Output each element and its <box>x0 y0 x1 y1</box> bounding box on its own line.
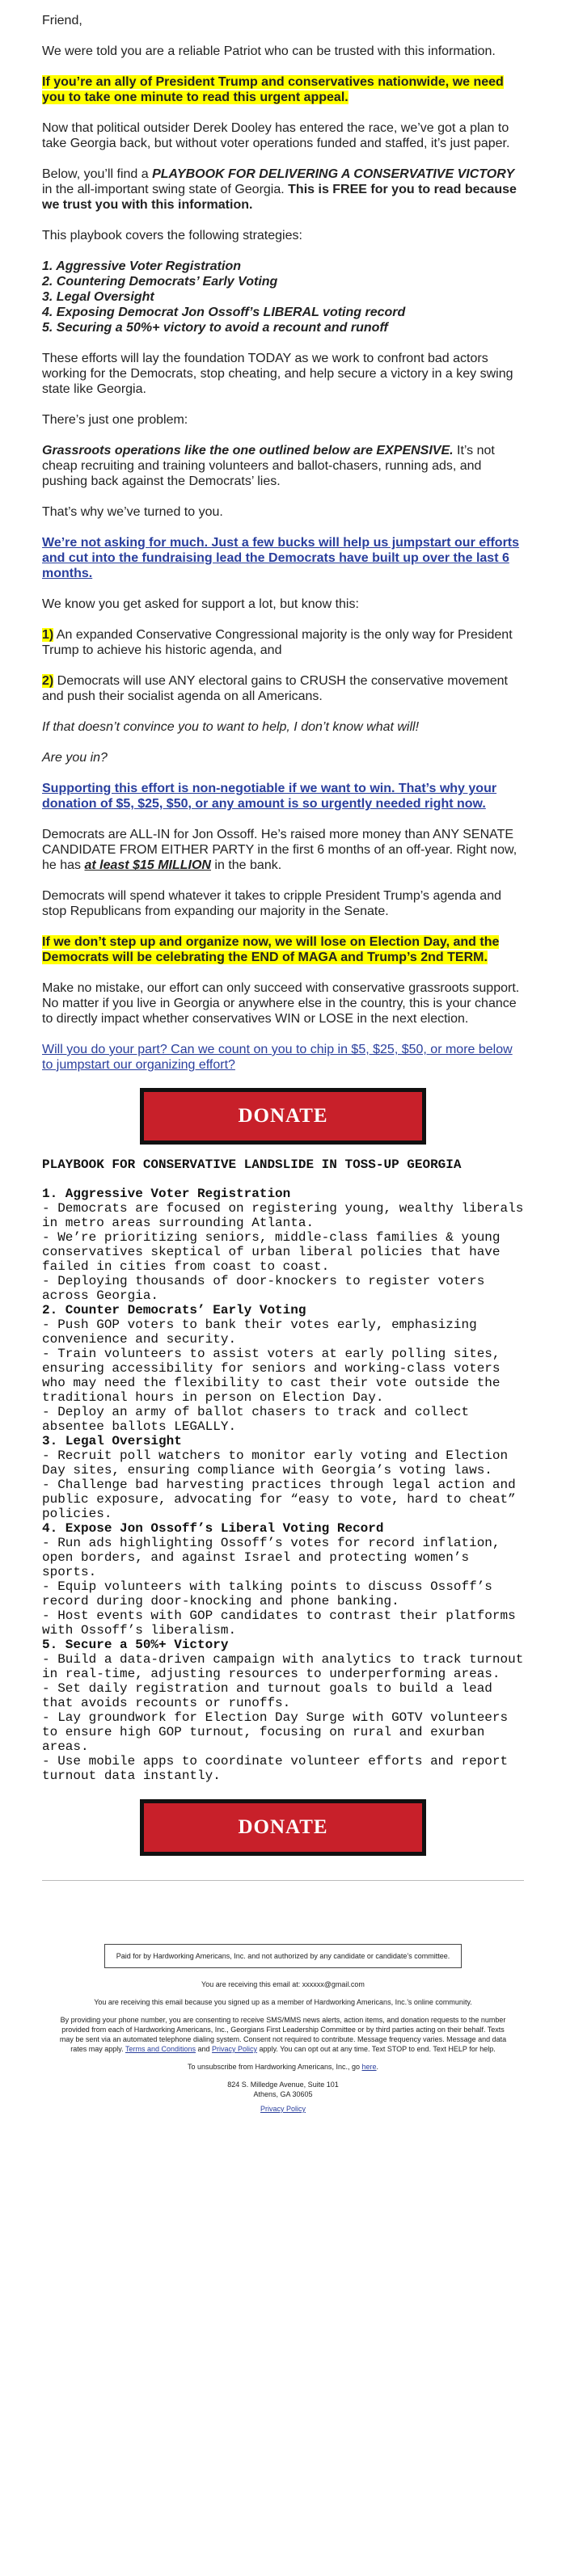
strategy-item: 5. Securing a 50%+ victory to avoid a recount and runoff <box>42 321 388 335</box>
expensive-paragraph <box>42 443 524 489</box>
playbook-intro <box>42 167 524 213</box>
problem-paragraph: There’s just one problem: <box>42 413 188 427</box>
strategy-item: 2. Countering Democrats’ Early Voting <box>42 275 278 289</box>
convince-text: If that doesn’t convince you to want to help, I don’t know what will! <box>42 720 420 734</box>
donate-link-1[interactable]: We’re not asking for much. Just a few bucks will help us jumpstart our efforts and cut into the fundraising lead the Democrats have built up over the last 6 months. <box>42 536 520 580</box>
text-span: Democrats are ALL-IN for Jon Ossoff. He’s raised more money than ANY SENATE CANDIDATE FROM EITHER PARTY in the first 6 months of an off-year. Right now, he has <box>42 828 517 872</box>
link-paragraph-3 <box>42 1042 524 1073</box>
know-this: We know you get asked for support a lot, but know this: <box>42 597 359 611</box>
donate-button-container <box>42 1088 524 1145</box>
are-you-in <box>42 750 524 765</box>
address-line: Athens, GA 30605 <box>253 2090 313 2098</box>
section-heading: 1. Aggressive Voter Registration <box>42 1187 291 1201</box>
paid-by-box: Paid for by Hardworking Americans, Inc. and not authorized by any candidate or candidate’s committee. <box>104 1944 463 1968</box>
section-item: - Equip volunteers with talking points to discuss Ossoff’s record during door-knocking and phone banking. <box>42 1579 492 1608</box>
text-span: apply. You can opt out at any time. Text STOP to end. Text HELP for help. <box>257 2045 496 2053</box>
receiving-email: You are receiving this email at: xxxxxx@gmail.com <box>201 1980 365 1988</box>
foundation-paragraph: These efforts will lay the foundation TODAY as we work to confront bad actors working for the Democrats, stop cheating, and help secure a victory in a key swing state like Georgia. <box>42 352 513 396</box>
section-item: - Challenge bad harvesting practices through legal action and public exposure, advocating for “easy to vote, hard to cheat” policies. <box>42 1478 516 1521</box>
strategy-item: 1. Aggressive Voter Registration <box>42 259 241 273</box>
section-heading: 3. Legal Oversight <box>42 1434 182 1448</box>
point-text: Democrats will use ANY electoral gains to CRUSH the conservative movement and push their socialist agenda on all Americans. <box>42 674 508 703</box>
privacy-policy-line <box>57 2104 509 2114</box>
are-you-in-text: Are you in? <box>42 751 108 765</box>
section-item: - Run ads highlighting Ossoff’s votes for record inflation, open borders, and against Israel and protecting women’s sports. <box>42 1536 501 1579</box>
footer <box>57 1881 509 2114</box>
address-line: 824 S. Milledge Avenue, Suite 101 <box>227 2081 339 2089</box>
section-item: - Use mobile apps to coordinate volunteer efforts and report turnout data instantly. <box>42 1754 509 1783</box>
text-span: . <box>376 2063 379 2071</box>
expensive-emphasis: Grassroots operations like the one outlined below are EXPENSIVE. <box>42 444 454 457</box>
dooley-paragraph: Now that political outsider Derek Dooley has entered the race, we’ve got a plan to take Georgia back, but without voter operations funded and staffed, it’s just paper. <box>42 121 510 150</box>
convince-line <box>42 719 524 735</box>
donate-button[interactable]: DONATE <box>140 1088 426 1145</box>
privacy-policy-link[interactable]: Privacy Policy <box>260 2105 306 2113</box>
urgent-appeal-highlight: If you’re an ally of President Trump and conservatives nationwide, we need you to take one minute to read this urgent appeal. <box>42 75 504 104</box>
section-heading: 2. Counter Democrats’ Early Voting <box>42 1303 306 1318</box>
election-warning <box>42 934 524 965</box>
playbook-name: PLAYBOOK FOR DELIVERING A CONSERVATIVE VICTORY <box>152 167 515 181</box>
strategy-item: 4. Exposing Democrat Jon Ossoff’s LIBERAL voting record <box>42 306 406 319</box>
section-item: - Democrats are focused on registering young, wealthy liberals in metro areas surrounding Atlanta. <box>42 1201 524 1230</box>
text-span: To unsubscribe from Hardworking Americans, Inc., go <box>187 2063 362 2071</box>
point-number: 1) <box>42 628 54 642</box>
text-span: Below, you’ll find a <box>42 167 153 181</box>
signed-up-notice: You are receiving this email because you signed up as a member of Hardworking Americans, Inc.’s online community. <box>94 1998 472 2006</box>
donate-button-container <box>42 1799 524 1856</box>
free-notice: This is FREE for you to read because we trust you with this information. <box>42 183 517 212</box>
section-heading: 5. Secure a 50%+ Victory <box>42 1638 229 1652</box>
privacy-inline-link[interactable]: Privacy Policy <box>212 2045 258 2053</box>
election-warning-highlight: If we don’t step up and organize now, we will lose on Election Day, and the Democrats will be celebrating the END of MAGA and Trump’s 2nd TERM. <box>42 935 500 964</box>
address <box>57 2080 509 2099</box>
donate-link-2[interactable]: Supporting this effort is non-negotiable if we want to win. That’s why your donation of $5, $25, $50, or any amount is so urgently needed right now. <box>42 782 497 811</box>
spend-paragraph: Democrats will spend whatever it takes to cripple President Trump’s agenda and stop Republicans from expanding our majority in the Senate. <box>42 889 501 918</box>
section-item: - Push GOP voters to bank their votes early, emphasizing convenience and security. <box>42 1318 477 1347</box>
section-item: - Recruit poll watchers to monitor early voting and Election Day sites, ensuring compliance with Georgia’s voting laws. <box>42 1448 509 1478</box>
turned-to-you: That’s why we’ve turned to you. <box>42 505 223 519</box>
unsubscribe-link[interactable]: here <box>361 2063 377 2071</box>
playbook <box>42 1157 524 1783</box>
strategies-intro: This playbook covers the following strategies: <box>42 229 302 242</box>
section-item: - Train volunteers to assist voters at early polling sites, ensuring accessibility for seniors and working-class voters who may need the flexibility to cast their vote outside the traditional hours in person on Election Day. <box>42 1347 501 1405</box>
terms-link[interactable]: Terms and Conditions <box>125 2045 196 2053</box>
donate-link-3[interactable]: Will you do your part? Can we count on you to chip in $5, $25, $50, or more below to jumpstart our organizing effort? <box>42 1043 513 1072</box>
point-text: An expanded Conservative Congressional majority is the only way for President Trump to achieve his historic agenda, and <box>42 628 513 657</box>
section-heading: 4. Expose Jon Ossoff’s Liberal Voting Record <box>42 1521 384 1536</box>
ossoff-paragraph <box>42 827 524 873</box>
greeting: Friend, <box>42 14 82 27</box>
grassroots-paragraph: Make no mistake, our effort can only succeed with conservative grassroots support. No matter if you live in Georgia or anywhere else in the country, this is your chance to directly impact whether conservatives WIN or LOSE in the next election. <box>42 981 520 1026</box>
intro-paragraph: We were told you are a reliable Patriot who can be trusted with this information. <box>42 44 496 58</box>
section-item: - Lay groundwork for Election Day Surge with GOTV volunteers to ensure high GOP turnout, focusing on rural and exurban areas. <box>42 1710 509 1754</box>
strategy-item: 3. Legal Oversight <box>42 290 154 304</box>
section-item: - Host events with GOP candidates to contrast their platforms with Ossoff’s liberalism. <box>42 1608 516 1638</box>
playbook-title: PLAYBOOK FOR CONSERVATIVE LANDSLIDE IN TOSS-UP GEORGIA <box>42 1157 462 1172</box>
point-1 <box>42 627 524 658</box>
link-paragraph-2 <box>42 781 524 812</box>
section-item: - Set daily registration and turnout goals to build a lead that avoids recounts or runoffs. <box>42 1681 492 1710</box>
strategies-list <box>42 259 524 335</box>
point-number: 2) <box>42 674 54 688</box>
text-span: By providing your phone number, you are consenting to receive SMS/MMS news alerts, action items, and donation requests to the number provided from each of Hardworking Americans, Inc., Georgians First Leadership Committee or by third parties acting on their behalf. Texts may be sent via an automated telephone dialing system. Consent not required to contribute. Message frequency varies. Message and data rates may apply. <box>59 2016 507 2053</box>
text-span: and <box>196 2045 213 2053</box>
donate-button-bottom[interactable]: DONATE <box>140 1799 426 1856</box>
section-item: - Deploying thousands of door-knockers to register voters across Georgia. <box>42 1274 485 1303</box>
section-item: - Deploy an army of ballot chasers to track and collect absentee ballots LEGALLY. <box>42 1405 470 1434</box>
link-paragraph-1 <box>42 535 524 581</box>
section-item: - We’re prioritizing seniors, middle-class families & young conservatives skeptical of urban liberal policies that have failed in cities from coast to coast. <box>42 1230 501 1274</box>
section-item: - Build a data-driven campaign with analytics to track turnout in real-time, adjusting resources to underperforming areas. <box>42 1652 524 1681</box>
point-2 <box>42 673 524 704</box>
text-span: in the bank. <box>210 858 282 872</box>
text-span: It’s not cheap recruiting and training volunteers and ballot-chasers, running ads, and pushing back against the Democrats’ lies. <box>42 444 495 488</box>
unsubscribe-line <box>57 2062 509 2072</box>
sms-consent <box>57 2015 509 2054</box>
urgent-appeal <box>42 74 524 105</box>
text-span: in the all-important swing state of Georgia. <box>42 183 289 196</box>
email-body <box>42 0 524 1881</box>
money-emphasis: at least $15 MILLION <box>84 858 211 872</box>
